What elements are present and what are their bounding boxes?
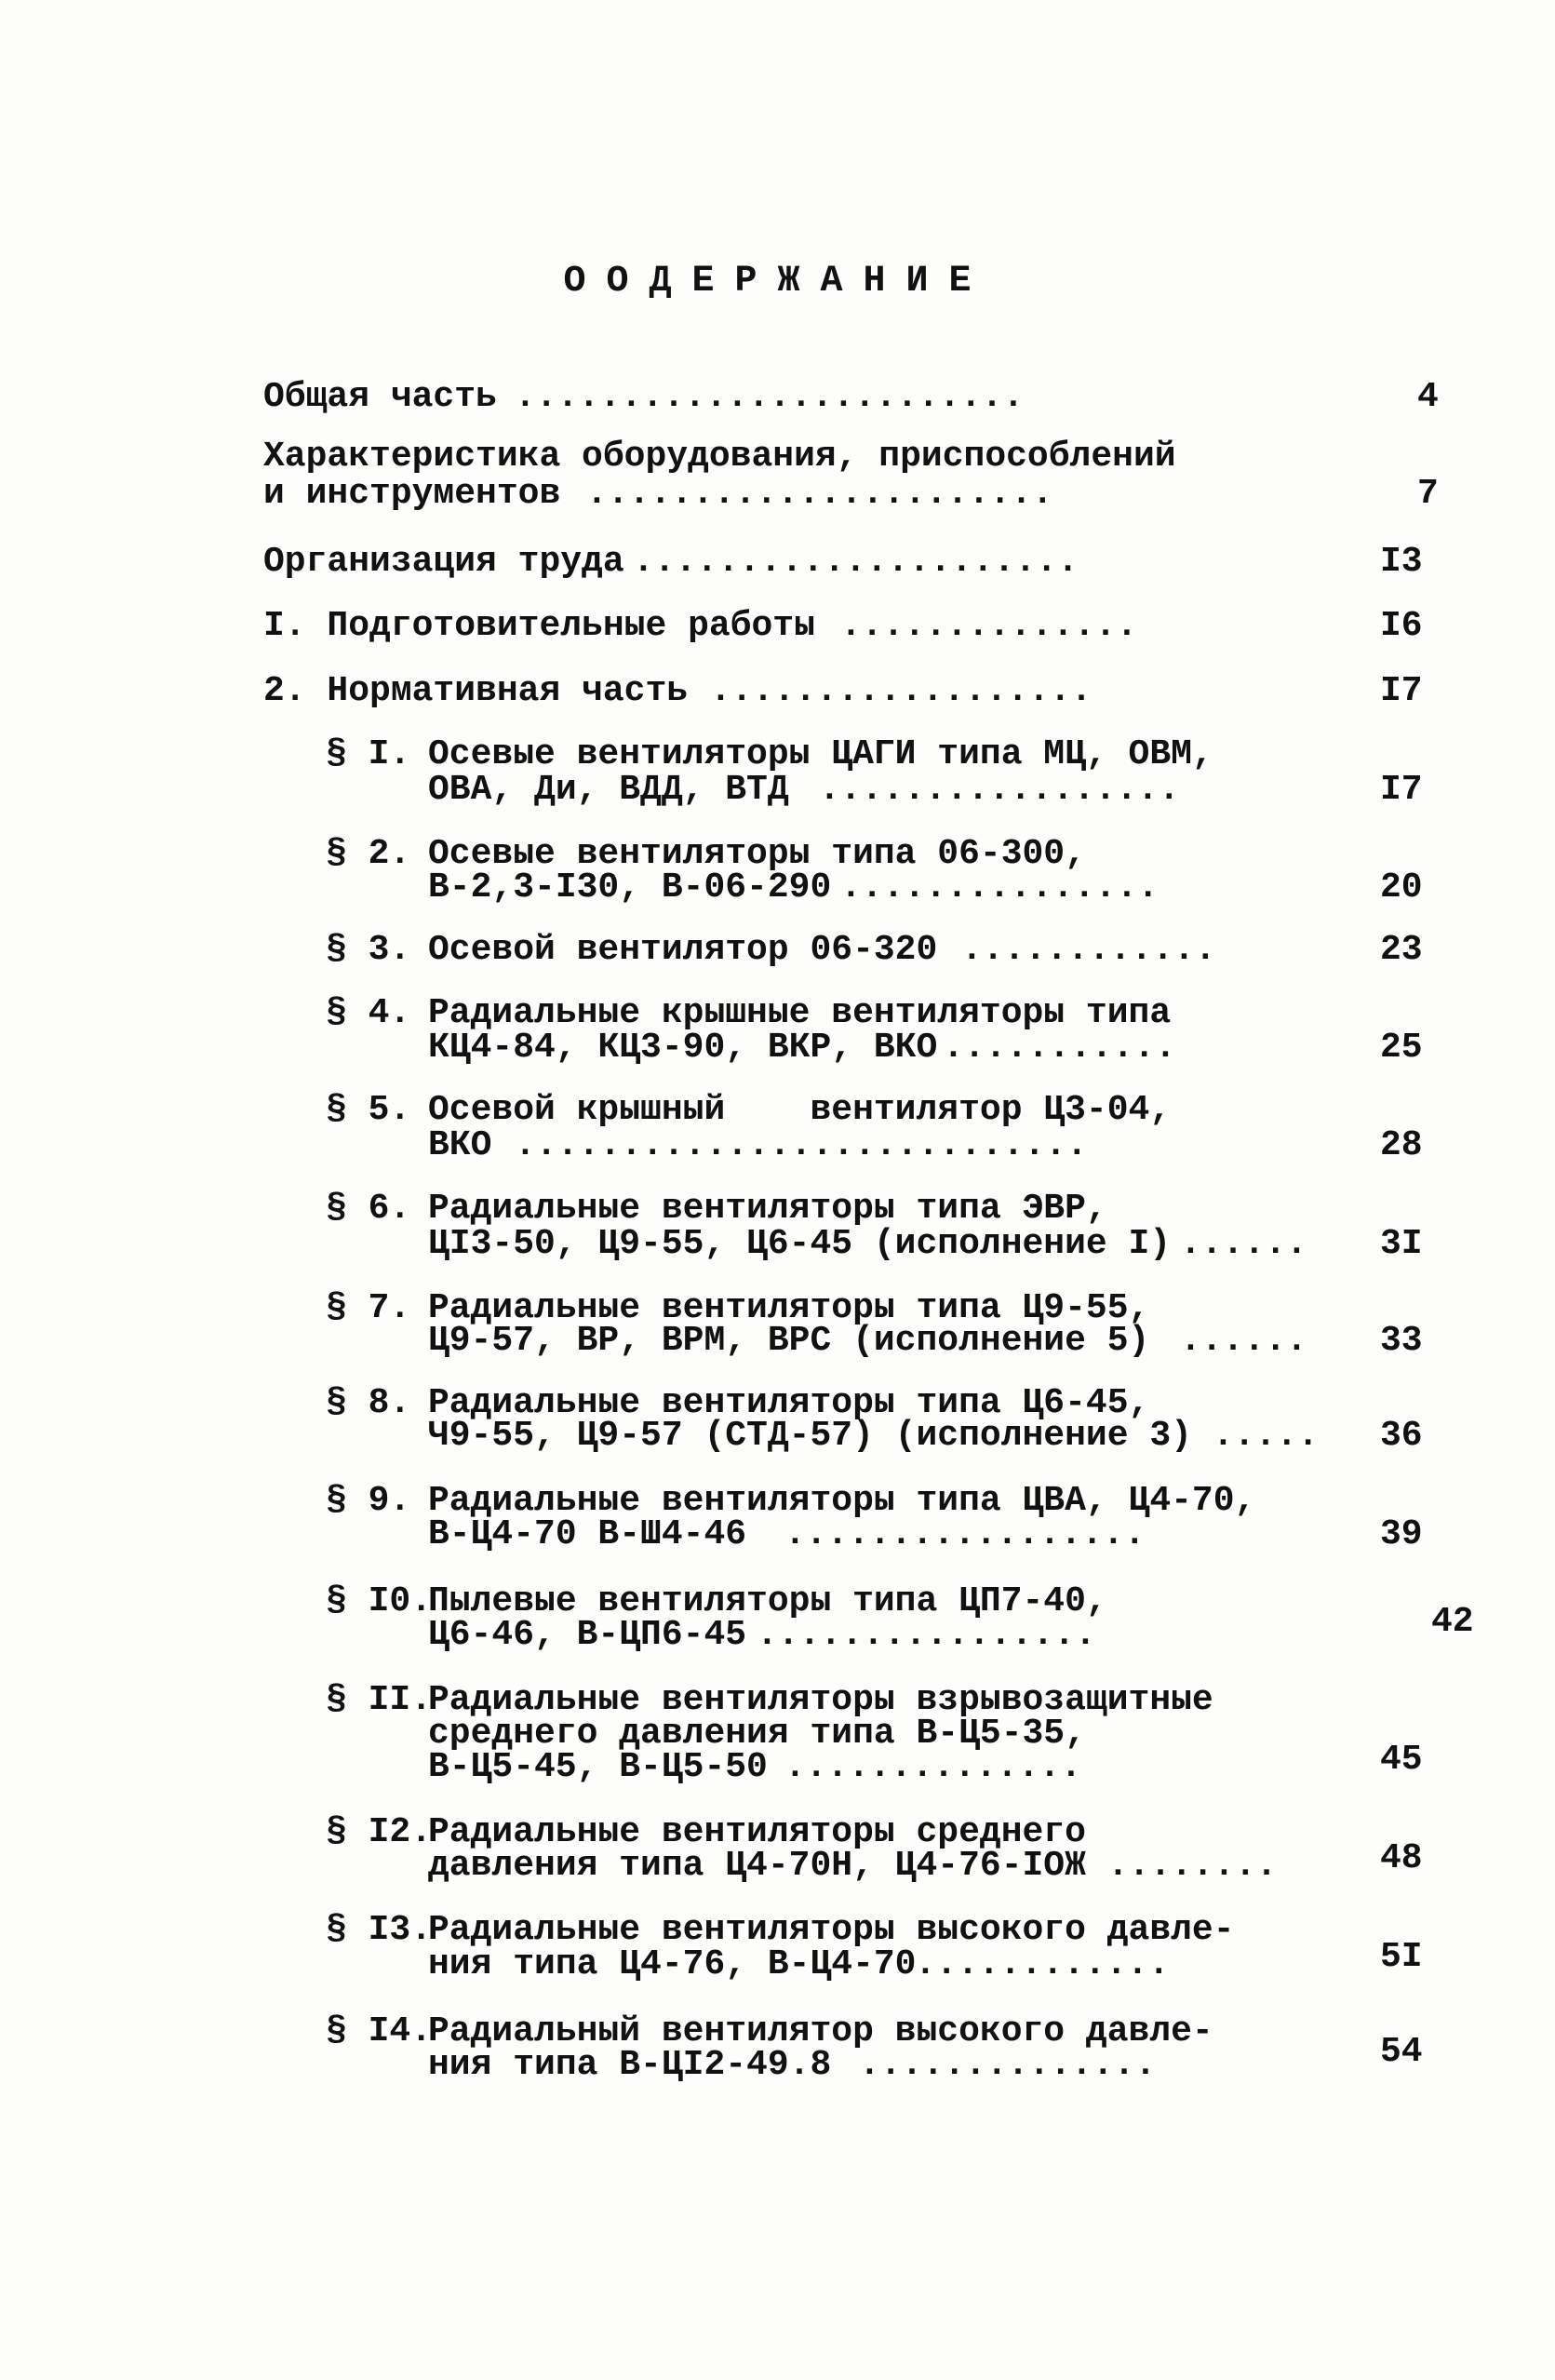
section-mark: § 9. — [326, 1481, 411, 1521]
toc-leader: ............ — [961, 931, 1216, 970]
section-mark: § 3. — [326, 930, 411, 970]
toc-leader: ................. — [819, 771, 1180, 810]
toc-leader: ........................ — [515, 378, 1025, 417]
toc-entry-label-cont: и инструментов — [263, 474, 561, 514]
section-page-number: 28 — [1380, 1125, 1423, 1165]
section-label-cont: В-Ц4-70 В-Ш4-46 — [428, 1514, 747, 1554]
section-label: Радиальные вентиляторы типа ЦВА, Ц4-70, — [428, 1481, 1256, 1521]
section-mark: § 5. — [326, 1090, 411, 1130]
toc-leader: ...... — [1180, 1322, 1307, 1361]
title-prefix: О — [563, 261, 607, 303]
toc-leader: .................. — [710, 672, 1093, 711]
section-label-cont: ния типа В-ЦI2-49.8 — [428, 2045, 832, 2085]
toc-page-number: I3 — [1380, 542, 1423, 582]
toc-leader: .............. — [784, 1748, 1082, 1787]
toc-leader: .............. — [840, 607, 1138, 646]
toc-leader: ..................... — [633, 543, 1079, 582]
section-label-cont: среднего давления типа В-Ц5-35, — [428, 1714, 1086, 1754]
section-label: Радиальные вентиляторы среднего — [428, 1812, 1086, 1852]
section-label-cont: ВКО — [428, 1125, 492, 1165]
toc-leader: ........ — [1107, 1847, 1278, 1886]
section-label-cont: В-2,3-I30, В-06-290 — [428, 867, 832, 908]
section-label: Осевые вентиляторы ЦАГИ типа МЦ, ОВМ, — [428, 734, 1213, 774]
toc-leader: ............... — [840, 868, 1160, 908]
section-label: Радиальные вентиляторы типа Ц6-45, — [428, 1383, 1150, 1423]
section-label-cont: Ч9-55, Ц9-57 (СТД-57) (исполнение 3) — [428, 1416, 1192, 1456]
section-page-number: 23 — [1380, 930, 1423, 970]
section-page-number: 48 — [1380, 1838, 1423, 1878]
toc-leader: ................ — [757, 1616, 1096, 1655]
section-page-number: 54 — [1380, 2032, 1423, 2072]
section-mark: § 7. — [326, 1288, 411, 1328]
section-label: Пылевые вентиляторы типа ЦП7-40, — [428, 1581, 1107, 1621]
section-mark: § II. — [326, 1680, 433, 1720]
title-text: ОДЕРЖАНИЕ — [606, 261, 992, 303]
section-page-number: 42 — [1431, 1602, 1474, 1642]
toc-leader: ..... — [1213, 1417, 1320, 1456]
section-page-number: 33 — [1380, 1321, 1423, 1361]
section-mark: § 8. — [326, 1383, 411, 1423]
section-page-number: 36 — [1380, 1416, 1423, 1456]
section-label: Радиальные вентиляторы взрывозащитные — [428, 1680, 1213, 1720]
section-label: Радиальные вентиляторы типа ЭВР, — [428, 1189, 1107, 1229]
toc-leader: ................. — [784, 1515, 1146, 1554]
section-label-cont: ЦI3-50, Ц9-55, Ц6-45 (исполнение I) — [428, 1224, 1172, 1264]
section-page-number: 20 — [1380, 867, 1423, 908]
toc-page-number: 4 — [1417, 377, 1439, 417]
toc-page-number: I6 — [1380, 606, 1423, 646]
section-page-number: 25 — [1380, 1028, 1423, 1068]
toc-entry-label: Общая часть — [263, 377, 497, 417]
toc-leader: ........... — [943, 1029, 1176, 1068]
section-page-number: 5I — [1380, 1937, 1423, 1977]
section-label-cont: Ц6-46, В-ЦП6-45 — [428, 1615, 747, 1655]
section-label: Осевые вентиляторы типа 06-300, — [428, 834, 1086, 874]
toc-entry-label: 2. Нормативная часть — [263, 671, 689, 711]
section-mark: § 6. — [326, 1189, 411, 1229]
section-label-cont: В-Ц5-45, В-Ц5-50 — [428, 1747, 768, 1787]
toc-entry-label: I. Подготовительные работы — [263, 606, 815, 646]
toc-leader: ............ — [915, 1945, 1170, 1984]
section-label-cont: ния типа Ц4-76, В-Ц4-70 — [428, 1944, 917, 1984]
section-mark: § I3. — [326, 1910, 433, 1950]
section-page-number: 39 — [1380, 1514, 1423, 1554]
section-mark: § I2. — [326, 1812, 433, 1852]
section-label: Радиальные вентиляторы высокого давле- — [428, 1910, 1235, 1950]
section-page-number: 3I — [1380, 1224, 1423, 1264]
section-label: Осевой крышный вентилятор Ц3-04, — [428, 1090, 1172, 1130]
section-label-cont: Ц9-57, ВР, ВРМ, ВРС (исполнение 5) — [428, 1321, 1150, 1361]
toc-leader: ........................... — [515, 1126, 1088, 1165]
toc-leader: ...... — [1180, 1225, 1307, 1264]
section-label-cont: ОВА, Ди, ВДД, ВТД — [428, 770, 789, 810]
section-label: Радиальный вентилятор высокого давле- — [428, 2011, 1213, 2051]
section-label: Радиальные крышные вентиляторы типа — [428, 993, 1172, 1033]
toc-entry-label: Характеристика оборудования, приспособлений — [263, 437, 1176, 477]
toc-page-number: 7 — [1417, 474, 1439, 514]
section-page-number: I7 — [1380, 770, 1423, 810]
section-mark: § I. — [326, 734, 411, 774]
section-mark: § 2. — [326, 834, 411, 874]
section-mark: § I0. — [326, 1581, 433, 1621]
toc-entry-label: Организация труда — [263, 542, 624, 582]
toc-leader: ...................... — [586, 475, 1053, 514]
section-mark: § 4. — [326, 993, 411, 1033]
section-mark: § I4. — [326, 2011, 433, 2051]
section-label-cont: давления типа Ц4-70Н, Ц4-76-IОЖ — [428, 1846, 1086, 1886]
toc-page-number: I7 — [1380, 671, 1423, 711]
section-label: Радиальные вентиляторы типа Ц9-55, — [428, 1288, 1150, 1328]
section-label: Осевой вентилятор 06-320 — [428, 930, 938, 970]
toc-leader: .............. — [859, 2046, 1157, 2085]
section-page-number: 45 — [1380, 1740, 1423, 1780]
section-label-cont: КЦ4-84, КЦ3-90, ВКР, ВКО — [428, 1028, 938, 1068]
page-title — [0, 261, 1555, 303]
